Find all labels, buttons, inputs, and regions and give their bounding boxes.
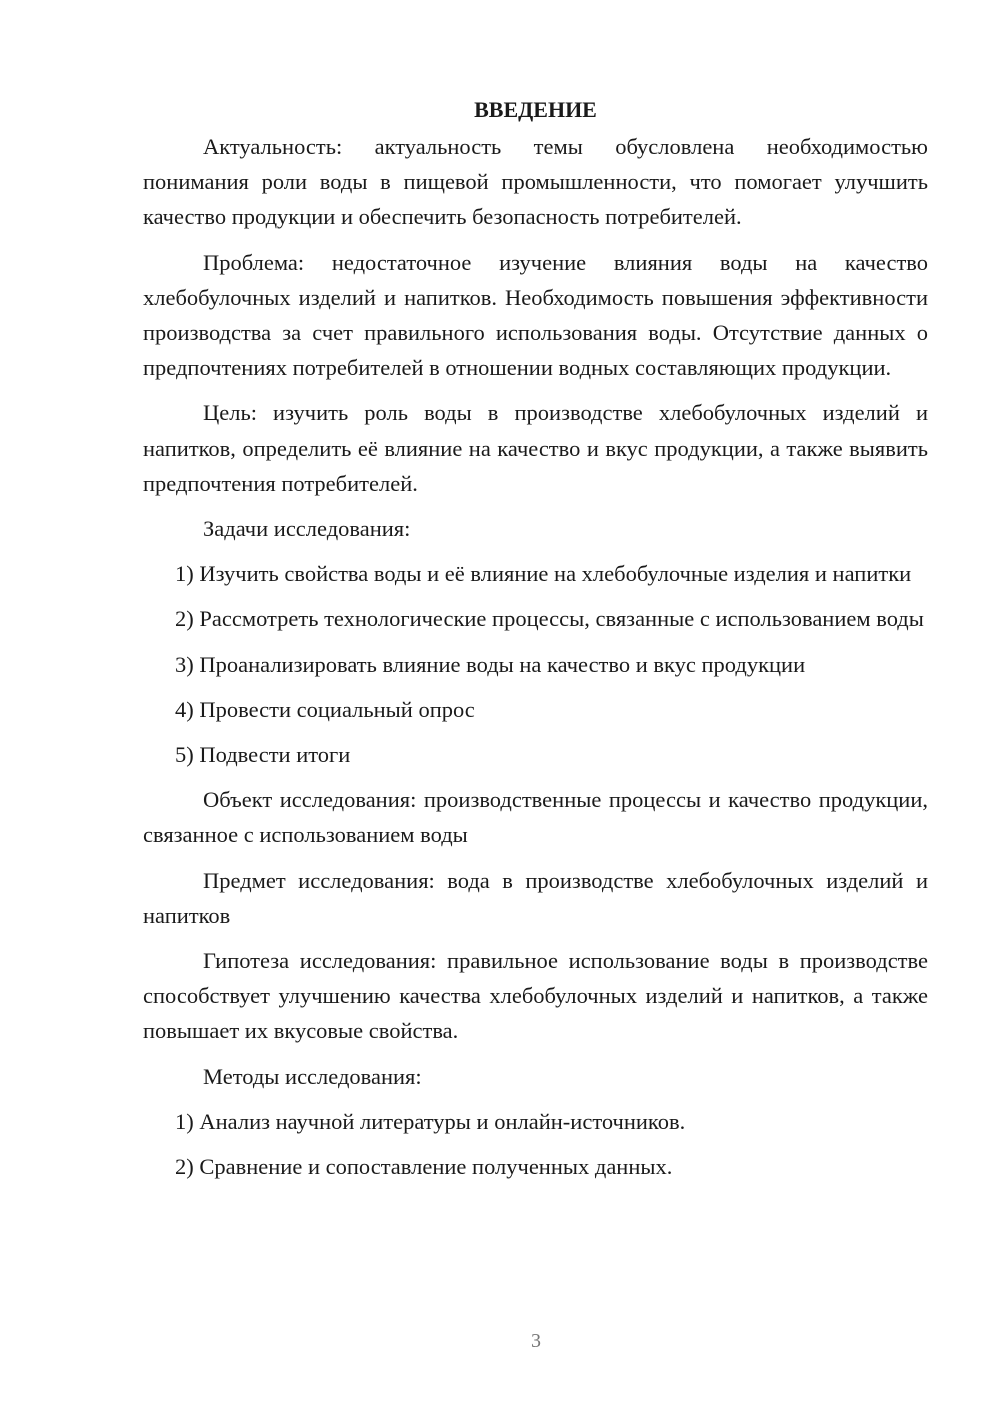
section-heading: ВВЕДЕНИЕ: [474, 97, 597, 122]
paragraph-problem: Проблема: недостаточное изучение влияния воды на качество хлебобулочных изделий и напитков. Необходимость повышения эффективности производства за счет правильного использования воды. Отсутствие данных о предпочтениях потребителей в отношении водных составляющих продукции.: [143, 249, 928, 381]
paragraph-relevance: Актуальность: актуальность темы обусловлена необходимостью понимания роли воды в пищевой промышленности, что помогает улучшить качество продукции и обеспечить безопасность потребителей.: [143, 134, 928, 230]
paragraph-subject: Предмет исследования: вода в производстве хлебобулочных изделий и напитков: [143, 867, 928, 928]
list-item-task-2: 2) Рассмотреть технологические процессы, связанные с использованием воды: [175, 606, 924, 632]
page-number: 3: [531, 1330, 541, 1352]
paragraph-methods-heading: Методы исследования:: [203, 1063, 422, 1089]
list-item-method-2: 2) Сравнение и сопоставление полученных данных.: [175, 1154, 673, 1180]
list-item-method-1: 1) Анализ научной литературы и онлайн-источников.: [175, 1108, 686, 1134]
list-item-task-5: 5) Подвести итоги: [175, 742, 351, 768]
paragraph-goal: Цель: изучить роль воды в производстве хлебобулочных изделий и напитков, определить её влияние на качество и вкус продукции, а также выявить предпочтения потребителей.: [143, 400, 928, 496]
page-content: [143, 92, 928, 1194]
list-item-task-4: 4) Провести социальный опрос: [175, 696, 475, 722]
paragraph-tasks-heading: Задачи исследования:: [203, 516, 411, 542]
list-item-task-3: 3) Проанализировать влияние воды на качество и вкус продукции: [175, 651, 806, 677]
list-item-task-1: 1) Изучить свойства воды и её влияние на хлебобулочные изделия и напитки: [175, 561, 912, 587]
paragraph-object: Объект исследования: производственные процессы и качество продукции, связанное с использованием воды: [143, 787, 928, 848]
paragraph-hypothesis: Гипотеза исследования: правильное использование воды в производстве способствует улучшению качества хлебобулочных изделий и напитков, а также повышает их вкусовые свойства.: [143, 948, 928, 1044]
